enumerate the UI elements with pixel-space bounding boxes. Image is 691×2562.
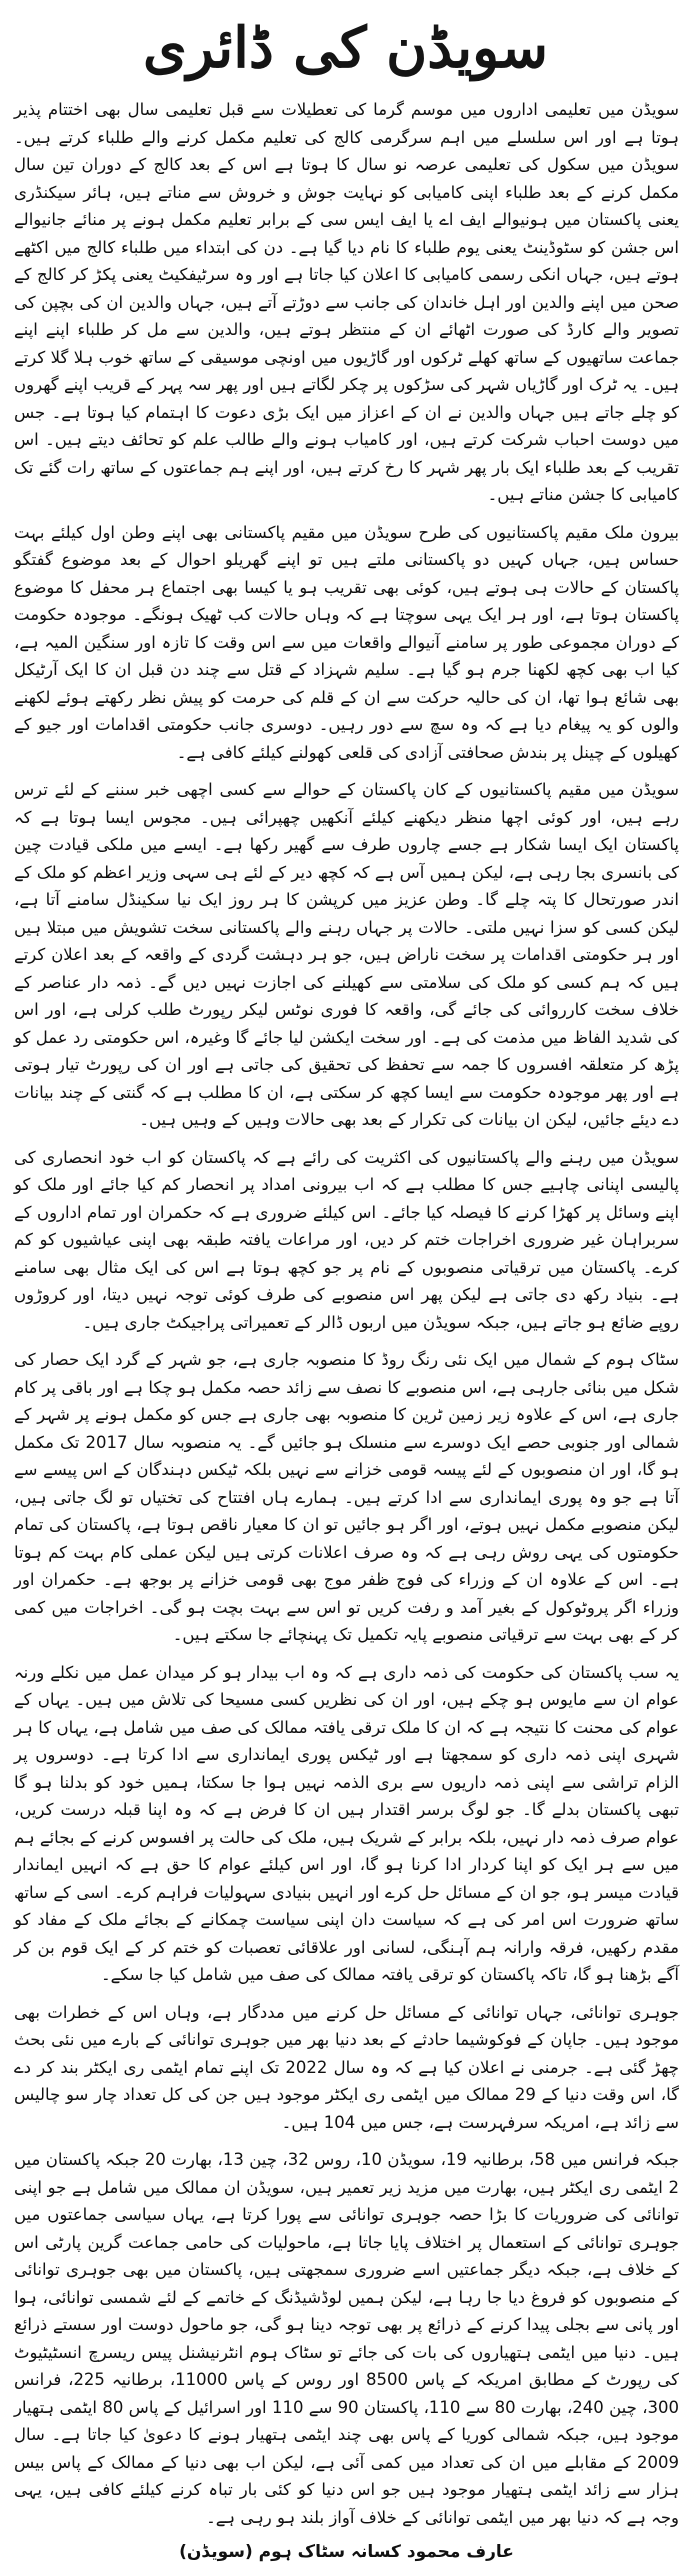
article-paragraph: سویڈن میں تعلیمی اداروں میں موسم گرما کی تعطیلات سے قبل تعلیمی سال بھی اختتام پذیر ہوتا ہے اور اس سلسلے میں اہم سرگرمی کالج کی تعلیم مکمل کرنے والے طلباء کرتے ہیں۔ سویڈن میں سکول کی تعلیمی عرصہ نو سال کا ہوتا ہے اس کے بعد کالج کے دوران تین سال مکمل کرنے کے بعد طلباء اپنی کامیابی کو نہایت جوش و خروش سے مناتے ہیں، ہائر سیکنڈری یعنی پاکستان میں ہونیوالے ایف اے یا ایف ایس سی کے برابر تعلیم مکمل ہونے پر منائے جانیوالے اس جشن کو سٹوڈینٹ یعنی یوم طلباء کا نام دیا گیا ہے۔ دن کی ابتداء میں طلباء کالج میں اکٹھے ہوتے ہیں، جہاں انکی رسمی کامیابی کا اعلان کیا جاتا ہے اور وہ سرٹیفکیٹ یعنی پکڑ کر کالج کے صحن میں اپنے والدین اور اہل خاندان کی جانب سے دوڑتے آتے ہیں، جہاں والدین ان کی بچپن کی تصویر والے کارڈ کی صورت اٹھائے ان کے منتظر ہوتے ہیں، والدین سے مل کر طلباء اپنے اپنے جماعت ساتھیوں کے ساتھ کھلے ٹرکوں اور گاڑیوں میں اونچی موسیقی کے ساتھ خوب ہلا گلا کرتے ہیں۔ یہ ٹرک اور گاڑیاں شہر کی سڑکوں پر چکر لگاتے ہیں اور پھر سہ پہر کے قریب اپنے گھروں کو چلے جاتے ہیں جہاں والدین نے ان کے اعزاز میں ایک بڑی دعوت کا اہتمام کیا ہوتا ہے۔ جس میں دوست احباب شرکت کرتے ہیں، اور کامیاب ہونے والے طالب علم کو تحائف دیتے ہیں۔ اس تقریب کے بعد طلباء ایک بار پھر شہر کا رخ کرتے ہیں، اور اپنے ہم جماعتوں کے ساتھ رات گئے تک کامیابی کا جشن مناتے ہیں۔ — [14, 100, 679, 504]
article-paragraph: سٹاک ہوم کے شمال میں ایک نئی رنگ روڈ کا منصوبہ جاری ہے، جو شہر کے گرد ایک حصار کی شکل میں بنائی جارہی ہے، اس منصوبے کا نصف سے زائد حصہ مکمل ہو چکا ہے اور باقی پر کام جاری ہے، اس کے علاوہ زیر زمین ٹرین کا منصوبہ بھی جاری ہے جس کو مکمل ہونے پر شہر کے شمالی اور جنوبی حصے ایک دوسرے سے منسلک ہو جائیں گے۔ یہ منصوبہ سال 2017 تک مکمل ہو گا، اور ان منصوبوں کے لئے پیسہ قومی خزانے سے نہیں بلکہ ٹیکس دہندگان کے اس پیسے سے آتا ہے جو وہ پوری ایمانداری سے ادا کرتے ہیں۔ ہمارے ہاں افتتاح کی تختیاں تو لگ جاتی ہیں، لیکن منصوبے مکمل نہیں ہوتے، اور اگر ہو جائیں تو ان کا معیار ناقص ہوتا ہے، پاکستان کی تمام حکومتوں کی یہی روش رہی ہے کہ وہ صرف اعلانات کرتی ہیں لیکن عملی کام بہت کم ہوتا ہے۔ اس کے علاوہ ان کے وزراء کی فوج ظفر موج بھی قومی خزانے پر بوجھ ہے۔ حکمران اور وزراء اگر پروٹوکول کے بغیر آمد و رفت کریں تو اس سے بہت بچت ہو گی۔ اخراجات میں کمی کر کے بھی بہت سے ترقیاتی منصوبے پایہ تکمیل تک پہنچائے جا سکتے ہیں۔ — [14, 1350, 679, 1644]
headline-area — [0, 0, 691, 96]
article-headline: سویڈن کی ڈائری — [142, 15, 549, 81]
author-byline: عارف محمود کسانہ سٹاک ہوم (سویڈن) — [179, 2542, 514, 2562]
article-body — [0, 96, 691, 2562]
article-paragraph: یہ سب پاکستان کی حکومت کی ذمہ داری ہے کہ وہ اب بیدار ہو کر میدان عمل میں نکلے ورنہ عوام ان سے مایوس ہو چکے ہیں، اور ان کی نظریں کسی مسیحا کی تلاش میں ہیں۔ یہاں کے عوام کی محنت کا نتیجہ ہے کہ ان کا ملک ترقی یافتہ ممالک کی صف میں شامل ہے، یہاں کا ہر شہری اپنی ذمہ داری کو سمجھتا ہے اور ٹیکس پوری ایمانداری سے ادا کرتا ہے۔ دوسروں پر الزام تراشی سے اپنی ذمہ داریوں سے بری الذمہ نہیں ہوا جا سکتا، ہمیں خود کو بدلنا ہو گا تبھی پاکستان بدلے گا۔ جو لوگ برسر اقتدار ہیں ان کا فرض ہے کہ وہ اپنا قبلہ درست کریں، عوام صرف ذمہ دار نہیں، بلکہ برابر کے شریک ہیں، ملک کی حالت پر افسوس کرنے کے بجائے ہم میں سے ہر ایک کو اپنا کردار ادا کرنا ہو گا، اور اس کیلئے عوام کا حق ہے کہ انہیں ایماندار قیادت میسر ہو، جو ان کے مسائل حل کرے اور انہیں بنیادی سہولیات فراہم کرے۔ اسی کے ساتھ ساتھ ضرورت اس امر کی ہے کہ سیاست دان اپنی سیاست چمکانے کے بجائے ملک کے مفاد کو مقدم رکھیں، فرقہ وارانہ ہم آہنگی، لسانی اور علاقائی تعصبات کو ختم کر کے ایک قوم بن کر آگے بڑھنا ہو گا، تاکہ پاکستان کو ترقی یافتہ ممالک کی صف میں شامل کیا جا سکے۔ — [14, 1662, 679, 1984]
article-paragraph: جوہری توانائی، جہاں توانائی کے مسائل حل کرنے میں مددگار ہے، وہاں اس کے خطرات بھی موجود ہیں۔ جاپان کے فوکوشیما حادثے کے بعد دنیا بھر میں جوہری توانائی کے بارے میں نئی بحث چھڑ گئی ہے۔ جرمنی نے اعلان کیا ہے کہ وہ سال 2022 تک اپنے تمام ایٹمی ری ایکٹر بند کر دے گا، اس وقت دنیا کے 29 ممالک میں ایٹمی ری ایکٹر موجود ہیں جن کی کل تعداد چار سو چالیس سے زائد ہے، امریکہ سرفہرست ہے، جس میں 104 ہیں۔ — [14, 2002, 680, 2132]
article-paragraph: سویڈن میں مقیم پاکستانیوں کے کان پاکستان کے حوالے سے کسی اچھی خبر سننے کے لئے ترس رہے ہیں، اور کوئی اچھا منظر دیکھنے کیلئے آنکھیں چھپرائی ہیں۔ مجوس ایسا ہوتا ہے کہ پاکستان ایک ایسا شکار ہے جسے چاروں طرف سے گھیر رکھا ہے۔ ایسے میں ملکی قیادت چین کی بانسری بجا رہی ہے، لیکن ہمیں آس ہے کہ کچھ دیر کے لئے ہی سہی وزیر اعظم کو ملک کے اندر صورتحال کا پتہ چلے گا۔ وطن عزیز میں کرپشن کا ہر روز ایک نیا سکینڈل سامنے آتا ہے، لیکن کسی کو سزا نہیں ملتی۔ حالات پر جہاں رہنے والے پاکستانی سخت تشویش میں مبتلا ہیں اور ہر حکومتی اقدامات پر سخت ناراض ہیں، جو ہر دہشت گردی کے واقعہ کے بعد اعلان کرتے ہیں کہ ہم کسی کو ملک کی سلامتی سے کھیلنے کی اجازت نہیں دیں گے۔ ذمہ دار عناصر کے خلاف سخت کارروائی کی جائے گی، واقعہ کا فوری نوٹس لیکر رپورٹ طلب کرلی ہے، اور اس کی شدید الفاظ میں مذمت کی ہے۔ اور سخت ایکشن لیا جائے گا وغیرہ، اس حکومتی رد عمل کو پڑھ کر متعلقہ افسروں کا جمہ سے تحفظ کی تحقیق کی جاتی ہے اور ان کی رپورٹ تیار ہوتی ہے اور پھر موجودہ حکومت سے ایسا کچھ کر سکتی ہے، ان کا مطلب ہے کہ گنتی کے چند بیانات دے دیئے جائیں، لیکن ان بیانات کی تکرار کے بعد بھی حالات وہیں کے وہیں ہیں۔ — [14, 780, 679, 1129]
article-paragraph: جبکہ فرانس میں 58، برطانیہ 19، سویڈن 10، روس 32، چین 13، بھارت 20 جبکہ پاکستان میں 2 ایٹمی ری ایکٹر ہیں، بھارت میں مزید زیر تعمیر ہیں، سویڈن ان ممالک میں شامل ہے جو اپنی توانائی کی ضروریات کا بڑا حصہ جوہری توانائی سے پورا کرتا ہے، یہاں سیاسی جماعتوں میں جوہری توانائی کے استعمال پر اختلاف پایا جاتا ہے، ماحولیات کی حامی جماعت گرین پارٹی اس کے خلاف ہے، جبکہ دیگر جماعتیں اسے ضروری سمجھتی ہیں، پاکستان میں بھی جوہری توانائی کے منصوبوں کو فروغ دیا جا رہا ہے، لیکن ہمیں لوڈشیڈنگ کے خاتمے کے لئے شمسی توانائی، ہوا اور پانی سے بجلی پیدا کرنے کے ذرائع پر بھی توجہ دینا ہو گی، جو ماحول دوست اور سستے ذرائع ہیں۔ دنیا میں ایٹمی ہتھیاروں کی بات کی جائے تو سٹاک ہوم انٹرنیشنل پیس ریسرچ انسٹیٹیوٹ کی رپورٹ کے مطابق امریکہ کے پاس 8500 اور روس کے پاس 11000، برطانیہ 225، فرانس 300، چین 240، بھارت 80 سے 110، پاکستان 90 سے 110 اور اسرائیل کے پاس 80 ایٹمی ہتھیار موجود ہیں، جبکہ شمالی کوریا کے پاس بھی چند ایٹمی ہتھیار ہونے کا دعویٰ کیا جاتا ہے۔ سال 2009 کے مقابلے میں ان کی تعداد میں کمی آئی ہے، لیکن اب بھی دنیا کے ممالک کے پاس بیس ہزار سے زائد ایٹمی ہتھیار موجود ہیں جو اس دنیا کو کئی بار تباہ کرنے کیلئے کافی ہیں، یہی وجہ ہے کہ دنیا بھر میں ایٹمی توانائی کے خلاف آواز بلند ہو رہی ہے۔ — [14, 2150, 680, 2527]
article-paragraph: سویڈن میں رہنے والے پاکستانیوں کی اکثریت کی رائے ہے کہ پاکستان کو اب خود انحصاری کی پالیسی اپنانی چاہیے جس کا مطلب ہے کہ اب بیرونی امداد پر انحصار کم کیا جائے اور ملک کو اپنے وسائل پر کھڑا کرنے کا فیصلہ کیا جائے۔ اس کیلئے ضروری ہے کہ حکمران اور تمام اداروں کے سربراہان غیر ضروری اخراجات ختم کر دیں، اور مراعات یافتہ طبقہ بھی اپنی عیاشیوں کو کم کرے۔ پاکستان میں ترقیاتی منصوبوں کے نام پر جو کچھ ہوتا ہے اس کی ایک مثال بھی سامنے ہے۔ بنیاد رکھ دی جاتی ہے لیکن پھر اس منصوبے کی طرف کوئی توجہ نہیں دیتا، اور کروڑوں روپے ضائع ہو جاتے ہیں، جبکہ سویڈن میں اربوں ڈالر کے تعمیراتی پراجیکٹ جاری ہیں۔ — [14, 1147, 679, 1332]
article-paragraph: بیرون ملک مقیم پاکستانیوں کی طرح سویڈن میں مقیم پاکستانی بھی اپنے وطن اول کیلئے بہت حساس ہیں، جہاں کہیں دو پاکستانی ملتے ہیں تو اپنے گھریلو احوال کے بعد موضوع گفتگو پاکستان کے حالات ہی ہوتے ہیں، کوئی بھی تقریب ہو یا کیسا بھی اجتماع ہر محفل کا موضوع پاکستان ہوتا ہے، اور ہر ایک یہی سوچتا ہے کہ وہاں حالات کب ٹھیک ہونگے۔ موجودہ حکومت کے دوران مجموعی طور پر سامنے آنیوالے واقعات میں سے اس وقت کا تازہ اور سنگین المیہ ہے، کیا اب بھی کچھ لکھنا جرم ہو گیا ہے۔ سلیم شہزاد کے قتل سے چند دن قبل ان کا ایک آرٹیکل بھی شائع ہوا تھا، ان کی حالیہ حرکت سے ان کے قلم کی حرمت کو پیش نظر رکھتے ہوئے لکھنے والوں کو یہ پیغام دیا ہے کہ وہ سچ سے دور رہیں۔ دوسری جانب حکومتی اقدامات اور جیو کے کھیلوں کے چینل پر بندش صحافتی آزادی کی قلعی کھولنے کیلئے کافی ہے۔ — [14, 522, 679, 762]
